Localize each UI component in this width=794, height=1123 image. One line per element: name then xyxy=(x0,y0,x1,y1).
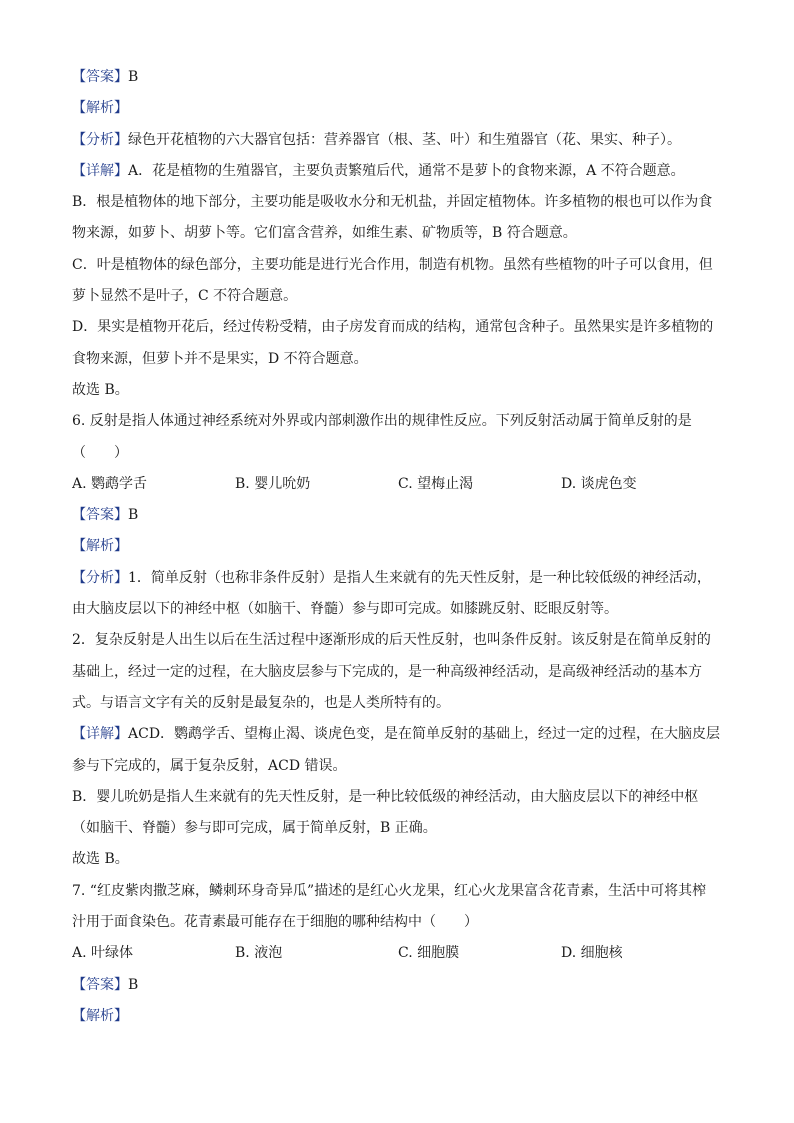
line-text: 食物来源，但萝卜并不是果实，D 不符合题意。 xyxy=(72,350,368,367)
line-text: B xyxy=(128,976,139,993)
text-line xyxy=(72,657,724,688)
text-line xyxy=(72,312,724,343)
line-text: A．花是植物的生殖器官，主要负责繁殖后代，通常不是萝卜的食物来源，A 不符合题意。 xyxy=(128,162,685,179)
text-line xyxy=(72,406,724,437)
line-text: 汁用于面食染色。花青素最可能存在于细胞的哪种结构中（ ） xyxy=(72,914,478,931)
text-line xyxy=(72,688,724,719)
line-text: 绿色开花植物的六大器官包括：营养器官（根、茎、叶）和生殖器官（花、果实、种子）。 xyxy=(128,131,681,148)
section-tag: 【答案】 xyxy=(72,976,128,993)
text-line xyxy=(72,1001,724,1032)
line-text: 故选 B。 xyxy=(72,381,129,398)
options-row xyxy=(72,938,724,969)
text-line xyxy=(72,93,724,124)
options-row xyxy=(72,469,724,500)
line-text: 参与下完成的，属于复杂反射，ACD 错误。 xyxy=(72,757,347,774)
text-line xyxy=(72,719,724,750)
text-line xyxy=(72,876,724,907)
text-line xyxy=(72,156,724,187)
text-line xyxy=(72,375,724,406)
line-text: （ ） xyxy=(72,444,128,461)
option-item: D. 谈虎色变 xyxy=(561,475,637,492)
option-item: C. 望梅止渴 xyxy=(398,475,474,492)
document-page xyxy=(72,62,724,1032)
section-tag: 【详解】 xyxy=(72,726,128,743)
line-text: 2．复杂反射是人出生以后在生活过程中逐渐形成的后天性反射，也叫条件反射。该反射是在简单反射的 xyxy=(72,632,711,649)
section-tag: 【解析】 xyxy=(72,1007,128,1024)
line-text: C．叶是植物体的绿色部分，主要功能是进行光合作用，制造有机物。虽然有些植物的叶子可以食用，但 xyxy=(72,256,713,273)
line-text: 基础上，经过一定的过程，在大脑皮层参与下完成的，是一种高级神经活动，是高级神经活动的基本方 xyxy=(72,663,702,680)
section-tag: 【详解】 xyxy=(72,162,128,179)
option-item: A. 叶绿体 xyxy=(72,945,134,962)
text-line xyxy=(72,531,724,562)
text-line xyxy=(72,500,724,531)
option-item: D. 细胞核 xyxy=(561,945,623,962)
line-text: 7. “红皮紫肉撒芝麻，鳞刺环身奇异瓜”描述的是红心火龙果，红心火龙果富含花青素，生活中可将其榨 xyxy=(72,882,707,899)
text-line xyxy=(72,438,724,469)
line-text: B．婴儿吮奶是指人生来就有的先天性反射，是一种比较低级的神经活动，由大脑皮层以下的神经中枢 xyxy=(72,788,699,805)
line-text: D．果实是植物开花后，经过传粉受精，由子房发育而成的结构，通常包含种子。虽然果实是许多植物的 xyxy=(72,319,714,336)
section-tag: 【答案】 xyxy=(72,69,128,85)
text-line xyxy=(72,594,724,625)
text-line xyxy=(72,563,724,594)
option-item: B. 婴儿吮奶 xyxy=(235,475,311,492)
text-line xyxy=(72,62,724,93)
line-text: 由大脑皮层以下的神经中枢（如脑干、脊髓）参与即可完成。如膝跳反射、眨眼反射等。 xyxy=(72,601,618,618)
text-line xyxy=(72,782,724,813)
line-text: 1．简单反射（也称非条件反射）是指人生来就有的先天性反射，是一种比较低级的神经活动， xyxy=(128,569,711,586)
line-text: 式。与语言文字有关的反射是最复杂的，也是人类所特有的。 xyxy=(72,694,450,711)
section-tag: 【分析】 xyxy=(72,569,128,586)
line-text: B xyxy=(128,69,139,85)
option-item: B. 液泡 xyxy=(235,945,283,962)
line-text: 物来源，如萝卜、胡萝卜等。它们富含营养，如维生素、矿物质等，B 符合题意。 xyxy=(72,225,577,242)
section-tag: 【分析】 xyxy=(72,131,128,148)
text-line xyxy=(72,125,724,156)
line-text: 6. 反射是指人体通过神经系统对外界或内部刺激作出的规律性反应。下列反射活动属于简单反射的是 xyxy=(72,413,692,430)
line-text: 故选 B。 xyxy=(72,851,129,868)
text-line xyxy=(72,187,724,218)
text-line xyxy=(72,281,724,312)
line-text: （如脑干、脊髓）参与即可完成，属于简单反射，B 正确。 xyxy=(72,820,437,837)
text-line xyxy=(72,813,724,844)
line-text: ACD．鹦鹉学舌、望梅止渴、谈虎色变，是在简单反射的基础上，经过一定的过程，在大脑皮层 xyxy=(128,726,721,743)
text-line xyxy=(72,751,724,782)
text-line xyxy=(72,625,724,656)
text-line xyxy=(72,970,724,1001)
line-text: B xyxy=(128,507,139,524)
text-line xyxy=(72,907,724,938)
line-text: 萝卜显然不是叶子，C 不符合题意。 xyxy=(72,288,298,305)
text-line xyxy=(72,250,724,281)
section-tag: 【解析】 xyxy=(72,538,128,555)
option-item: C. 细胞膜 xyxy=(398,945,460,962)
text-line xyxy=(72,344,724,375)
text-line xyxy=(72,218,724,249)
section-tag: 【答案】 xyxy=(72,507,128,524)
text-line xyxy=(72,844,724,875)
line-text: B．根是植物体的地下部分，主要功能是吸收水分和无机盐，并固定植物体。许多植物的根也可以作为食 xyxy=(72,194,713,211)
option-item: A. 鹦鹉学舌 xyxy=(72,475,148,492)
section-tag: 【解析】 xyxy=(72,100,128,117)
